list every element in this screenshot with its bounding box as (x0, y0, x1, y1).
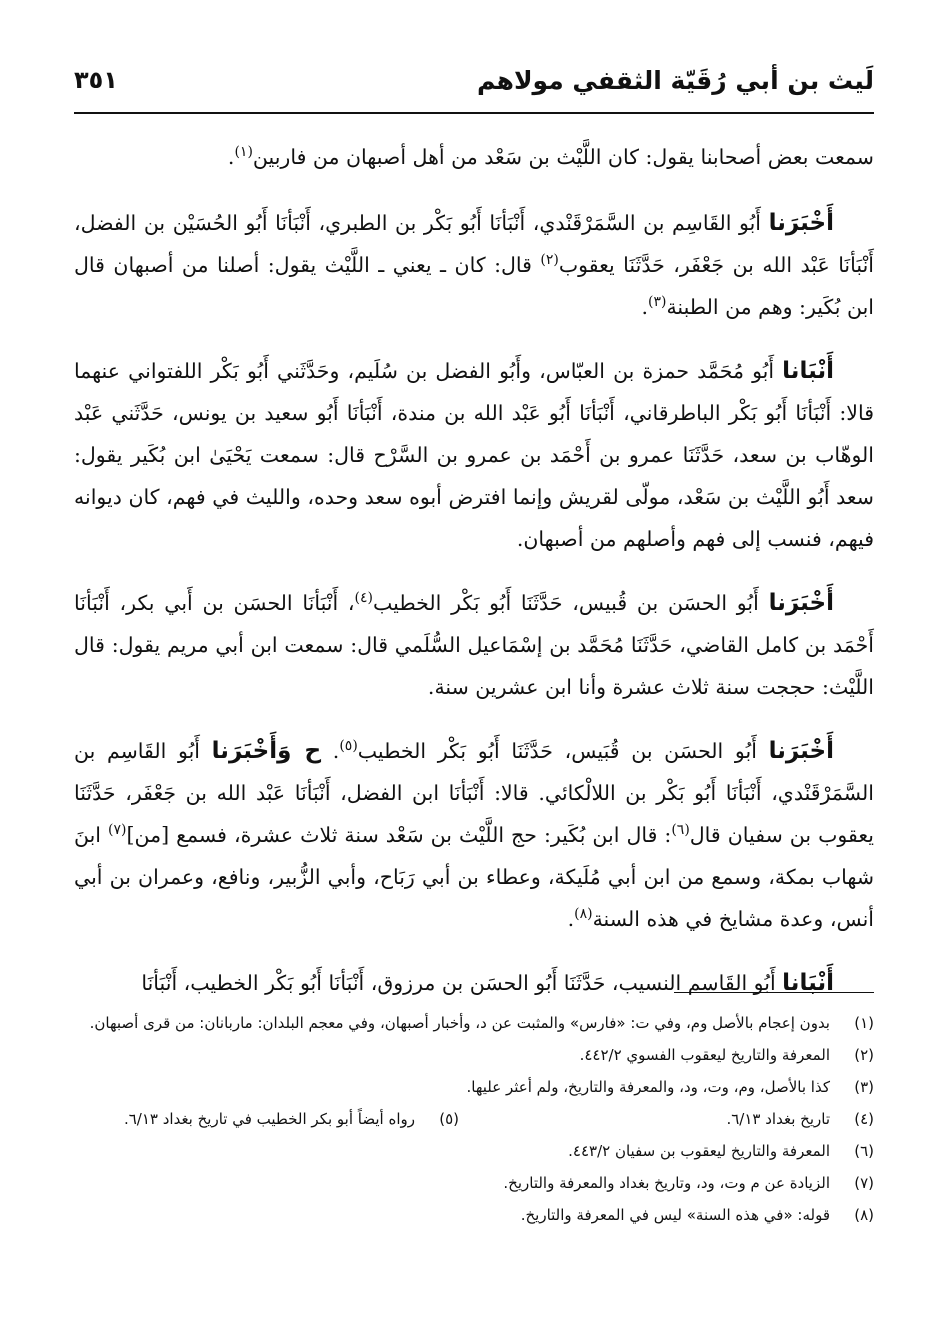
footnote-1 (74, 1008, 874, 1038)
paragraph-3 (74, 350, 874, 560)
paragraph-3-text: أَبُو مُحَمَّد حمزة بن العبّاس، وأَبُو الفضل بن سُلَيم، وحَدَّثَني أَبُو بَكْر اللفتواني عنهما قالا: أَنْبَأنَا أَبُو بَكْر الباطرقاني، أَنْبَأنَا أَبُو عَبْد الله بن مندة، أَنْبَأنَا أَبُو سعيد بن يونس، حَدَّثَني عَبْد الوهّاب بن سعد، حَدَّثَنَا عمرو بن أَحْمَد بن عمرو بن السَّرْح قال: سمعت يَحْيَىٰ ابن بُكَير يقول: سعد أَبُو اللَّيْث بن سَعْد، مولّى لقريش وإنما افترض أبوه سعد وحده، والليث في فهم، كان ديوانه فيهم، فنسب إلى فهم وأصلهم من أصبهان. (74, 359, 874, 551)
paragraph-1 (74, 136, 874, 178)
isnad-keyword: أَنْبَانا (782, 970, 834, 996)
paragraph-5 (74, 730, 874, 940)
footnote-ref-4: (٤) (354, 590, 374, 607)
footnote-ref-5: (٥) (339, 738, 358, 755)
running-title: لَيث بن أبي رُقَيّة الثقفي مولاهم (477, 66, 874, 95)
footnote-ref-8: (٨) (574, 906, 593, 923)
footnote-text: بدون إعجام بالأصل وم، وفي ت: «فارس» والمثبت عن د، وأخبار أصبهان، وفي معجم البلدان: ماربانان: من قرى أصبهان. (89, 1014, 830, 1032)
page-number: ٣٥١ (74, 66, 118, 94)
paragraph-5-text-c: أَبُو القَاسِم بن السَّمَرْقَنْدي، أَنْبَأنَا أَبُو بَكْر بن اللالْكائي. قالا: أَنْبَأنَا ابن الفضل، أَنْبَأنَا عَبْد الله بن جَعْفَر، حَدَّثَنَا يعقوب بن سفيان قال (74, 739, 874, 847)
paragraph-5-text-b: . (321, 739, 340, 763)
footnote-ref-7: (٧) (108, 822, 127, 839)
footnote-number: (٣) (854, 1078, 874, 1096)
footnote-number: (٦) (854, 1142, 874, 1160)
isnad-keyword: أَخْبَرَنا (768, 590, 834, 616)
isnad-keyword: أَنْبَانا (782, 358, 834, 384)
footnote-divider (674, 992, 874, 993)
paragraph-2 (74, 202, 874, 328)
paragraph-2-text-a: أَبُو القَاسِم بن السَّمَرْقَنْدي، أَنْبَأنَا أَبُو بَكْر بن الطبري، أَنْبَأنَا أَبُو الحُسَيْن بن الفضل، أَنْبَأنَا عَبْد الله بن جَعْفَر، حَدَّثَنَا يعقوب (74, 211, 874, 277)
paragraph-4-text-a: أَبُو الحسَن بن قُبيس، حَدَّثَنَا أَبُو بَكْر الخطيب (373, 591, 769, 615)
footnote-text: المعرفة والتاريخ ليعقوب الفسوي ٤٤٢/٢. (579, 1046, 830, 1064)
footnote-ref-3: (٣) (647, 294, 667, 311)
isnad-keyword: أَخْبَرَنا (768, 738, 834, 764)
footnote-row-4-5 (74, 1104, 874, 1136)
footnote-text: كذا بالأصل، وم، وت، ود، والمعرفة والتاريخ، ولم أعثر عليها. (466, 1078, 830, 1096)
footnote-text: الزيادة عن م وت، ود، وتاريخ بغداد والمعرفة والتاريخ. (503, 1174, 830, 1192)
paragraph-5-text-a: أَبُو الحسَن بن قُبَيس، حَدَّثَنَا أَبُو بَكْر الخطيب (357, 739, 769, 763)
page-header (74, 56, 874, 114)
paragraph-6-text: أَبُو القَاسم النسيب، حَدَّثَنَا أَبُو الحسَن بن مرزوق، أَنْبَأنَا أَبُو بَكْر الخطيب، أَنْبَأنَا (141, 971, 783, 995)
footnote-4 (726, 1104, 874, 1134)
paragraph-4-text-b: ، أَنْبَأنَا الحسَن بن أَبي بكر، أَنْبَأنَا أَحْمَد بن كامل القاضي، حَدَّثَنَا مُحَمَّد بن إسْمَاعيل السُّلَمي قال: سمعت ابن أبي مريم يقول: قال اللَّيْث: حججت سنة ثلاث عشرة وأنا ابن عشرين سنة. (74, 591, 874, 699)
footnote-7 (74, 1168, 874, 1198)
paragraph-6 (74, 962, 874, 1004)
footnote-8 (74, 1200, 874, 1230)
footnote-5 (124, 1104, 459, 1134)
footnote-ref-2: (٢) (540, 252, 559, 269)
footnote-text: المعرفة والتاريخ ليعقوب بن سفيان ٤٤٣/٢. (568, 1142, 830, 1160)
footnote-number: (١) (854, 1014, 874, 1032)
paragraph-1-text: سمعت بعض أصحابنا يقول: كان اللَّيْث بن سَعْد من أهل أصبهان من فاربين (252, 145, 874, 169)
footnote-text: رواه أيضاً أبو بكر الخطيب في تاريخ بغداد ٦/١٣. (123, 1110, 415, 1128)
footnote-3 (74, 1072, 874, 1102)
paragraph-2-end: . (641, 295, 648, 319)
footnote-text: تاريخ بغداد ٦/١٣. (726, 1110, 830, 1128)
footnote-6 (74, 1136, 874, 1166)
footnote-ref-6: (٦) (671, 822, 690, 839)
footnote-number: (٤) (854, 1110, 874, 1128)
footnote-ref-1: (١) (234, 144, 253, 161)
footnote-number: (٥) (439, 1110, 459, 1128)
footnote-text: قوله: «في هذه السنة» ليس في المعرفة والتاريخ. (520, 1206, 830, 1224)
paragraph-1-end: . (227, 145, 235, 169)
footnote-2 (74, 1040, 874, 1070)
isnad-keyword-secondary: ح وَأَخْبَرَنا (211, 738, 322, 764)
footnote-number: (٢) (854, 1046, 874, 1064)
paragraph-5-end: . (567, 907, 575, 931)
footnote-number: (٨) (854, 1206, 874, 1224)
footnote-number: (٧) (854, 1174, 874, 1192)
paragraph-2-text-b: قال: كان ـ يعني ـ اللَّيْث يقول: أصلنا من أصبهان قال ابن بُكَير: وهم من الطبنة (74, 253, 874, 319)
footnotes (74, 1008, 874, 1232)
main-text (74, 136, 874, 1026)
paragraph-5-text-e: ابنَ شهاب بمكة، وسمع من ابن أبي مُلَيكة، وعطاء بن أبي رَبَاح، وأبي الزُّبير، ونافع، وعمران بن أبي أنس، وعدة مشايخ في هذه السنة (74, 823, 874, 931)
paragraph-5-text-d: : قال ابن بُكَير: حج اللَّيْث بن سَعْد سنة ثلاث عشرة، فسمع [من] (126, 823, 672, 847)
paragraph-4 (74, 582, 874, 708)
isnad-keyword: أَخْبَرَنا (768, 210, 834, 236)
